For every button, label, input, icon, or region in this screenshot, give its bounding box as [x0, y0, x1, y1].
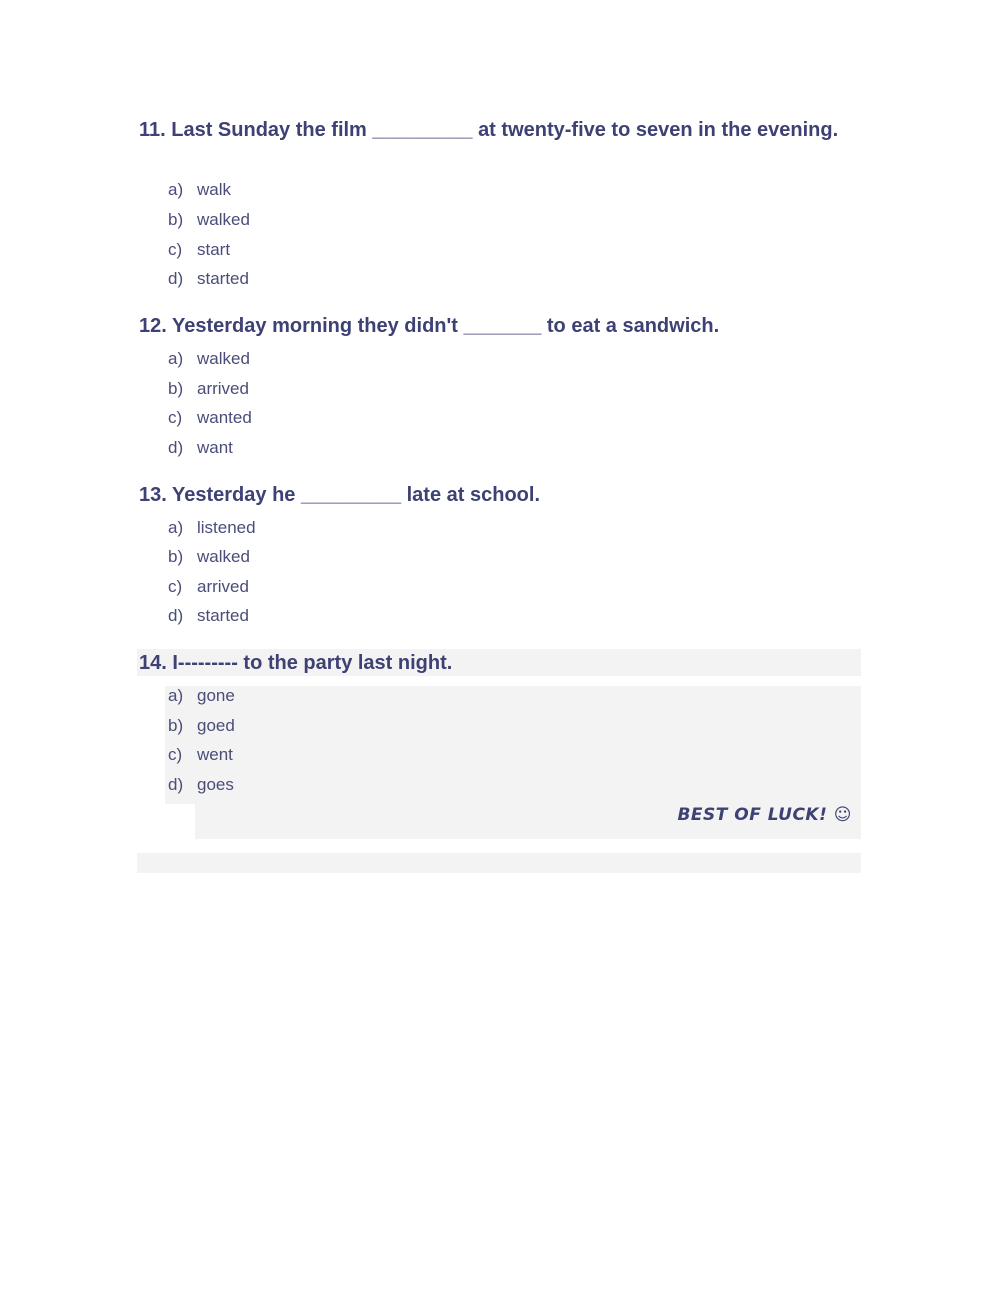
question-13-title: 13. Yesterday he _________ late at school. [139, 484, 540, 506]
option-letter: c) [168, 240, 183, 259]
option-text: walked [197, 349, 250, 368]
bottom-shade-bar [137, 853, 861, 873]
option-text: start [197, 240, 231, 259]
option-letter: a) [168, 686, 184, 705]
option-letter: b) [168, 547, 184, 566]
option-letter: a) [168, 180, 184, 199]
question-11-option-b[interactable] [168, 209, 250, 231]
question-12-title: 12. Yesterday morning they didn't _______ to eat a sandwich. [139, 315, 720, 337]
question-12-option-d[interactable] [168, 437, 233, 459]
question-12-option-c[interactable] [168, 407, 252, 429]
option-letter: d) [168, 606, 184, 625]
question-13-option-a[interactable] [168, 517, 256, 539]
option-text: started [197, 606, 249, 625]
option-text: want [197, 438, 233, 457]
question-13-option-d[interactable] [168, 605, 249, 627]
option-text: goed [197, 716, 235, 735]
question-14-option-b[interactable] [168, 715, 235, 737]
option-text: walked [197, 547, 250, 566]
option-text: arrived [197, 577, 249, 596]
option-text: went [197, 745, 233, 764]
question-14-option-a[interactable] [168, 685, 235, 707]
q14-options-shade [165, 686, 861, 804]
option-letter: c) [168, 745, 183, 764]
option-letter: a) [168, 518, 184, 537]
option-letter: d) [168, 775, 184, 794]
question-11-option-a[interactable] [168, 179, 231, 201]
option-text: wanted [197, 408, 252, 427]
option-letter: c) [168, 577, 183, 596]
option-letter: c) [168, 408, 183, 427]
option-text: goes [197, 775, 234, 794]
question-12-option-b[interactable] [168, 378, 249, 400]
closing-message: BEST OF LUCK! ☺ [677, 805, 852, 825]
option-text: listened [197, 518, 256, 537]
option-letter: d) [168, 269, 184, 288]
option-text: walk [197, 180, 232, 199]
question-13-option-b[interactable] [168, 546, 250, 568]
option-text: started [197, 269, 249, 288]
option-letter: a) [168, 349, 184, 368]
question-13-option-c[interactable] [168, 576, 249, 598]
question-11-option-d[interactable] [168, 268, 249, 290]
option-letter: b) [168, 379, 184, 398]
option-text: arrived [197, 379, 249, 398]
question-11-title: 11. Last Sunday the film _________ at twenty-five to seven in the evening. [139, 119, 839, 141]
option-text: walked [197, 210, 250, 229]
option-letter: b) [168, 210, 184, 229]
question-11-option-c[interactable] [168, 239, 230, 261]
option-letter: b) [168, 716, 184, 735]
option-letter: d) [168, 438, 184, 457]
question-14-option-c[interactable] [168, 744, 233, 766]
question-14-title: 14. I--------- to the party last night. [139, 652, 453, 674]
question-14-option-d[interactable] [168, 774, 234, 796]
option-text: gone [197, 686, 235, 705]
question-12-option-a[interactable] [168, 348, 250, 370]
